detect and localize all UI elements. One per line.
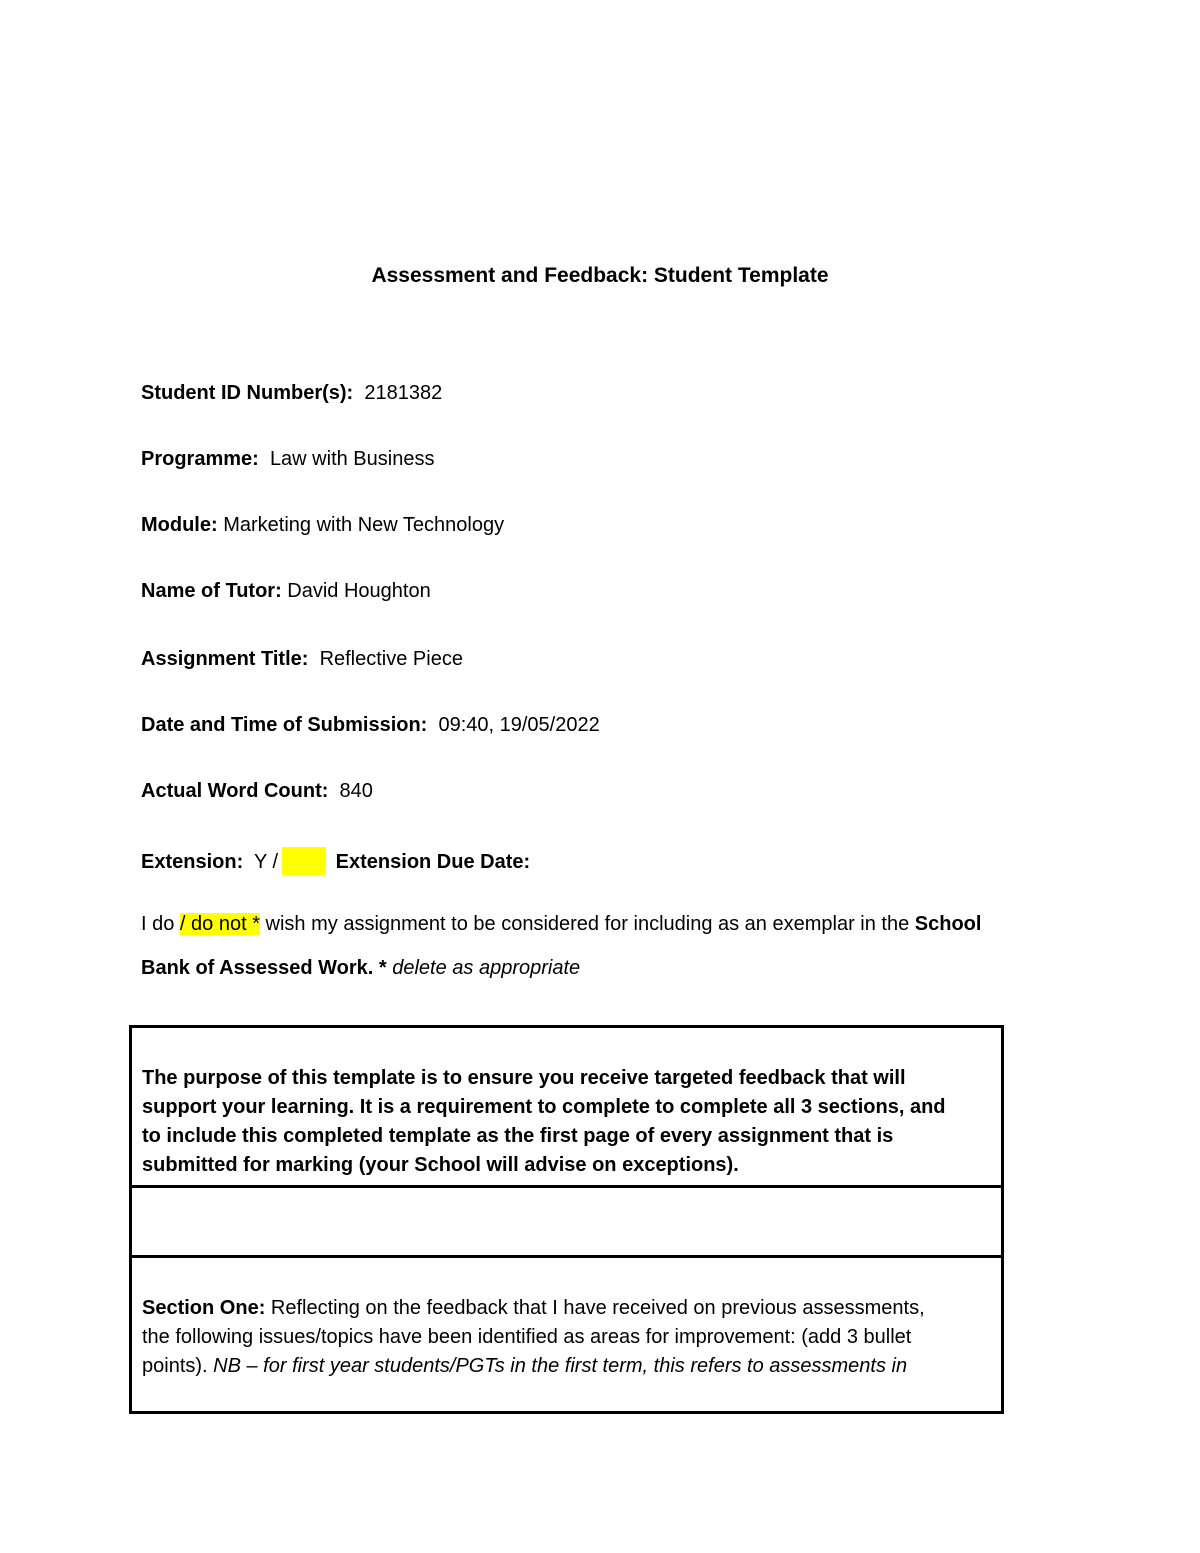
student-id-line <box>141 382 442 405</box>
extension-label: Extension: <box>141 851 244 873</box>
empty-cell <box>132 1188 1001 1258</box>
programme-value: Law with Business <box>269 448 435 470</box>
tutor-label: Name of Tutor: <box>141 580 282 602</box>
submission-label: Date and Time of Submission: <box>141 714 428 736</box>
module-line <box>141 514 504 537</box>
section-one-cell <box>132 1258 1001 1411</box>
tutor-line <box>141 580 431 603</box>
extension-value: Y / <box>254 851 279 873</box>
tutor-value: David Houghton <box>287 580 431 602</box>
page-title: Assessment and Feedback: Student Template <box>371 264 829 287</box>
word-count-label: Actual Word Count: <box>141 780 329 802</box>
exemplar-text-2: wish my assignment to be considered for including as an exemplar in the <box>265 913 910 935</box>
module-label: Module: <box>141 514 218 536</box>
student-id-label: Student ID Number(s): <box>141 382 354 404</box>
exemplar-line-2 <box>141 957 580 980</box>
exemplar-note: delete as appropriate <box>392 957 581 979</box>
programme-line <box>141 448 434 471</box>
programme-label: Programme: <box>141 448 259 470</box>
purpose-cell <box>132 1028 1001 1188</box>
section-one-line2: the following issues/topics have been identified as areas for improvement: (add 3 bullet <box>142 1326 912 1348</box>
section-one-line <box>142 1294 992 1323</box>
exemplar-text-1: I do <box>141 913 175 935</box>
section-one-text <box>142 1294 992 1381</box>
section-one-line3-plain: points). <box>142 1355 208 1377</box>
extension-due-label: Extension Due Date: <box>335 851 531 873</box>
template-table <box>129 1025 1004 1414</box>
extension-line <box>141 847 530 875</box>
assignment-title-label: Assignment Title: <box>141 648 309 670</box>
section-one-line3-italic: NB – for first year students/PGTs in the first term, this refers to assessments in <box>213 1355 908 1377</box>
submission-value: 09:40, 19/05/2022 <box>438 714 600 736</box>
purpose-line: The purpose of this template is to ensure you receive targeted feedback that will <box>142 1067 906 1089</box>
assignment-title-value: Reflective Piece <box>319 648 463 670</box>
purpose-line: support your learning. It is a requirement to complete to complete all 3 sections, and <box>142 1096 946 1118</box>
purpose-line: to include this completed template as the first page of every assignment that is <box>142 1125 894 1147</box>
section-one-line <box>142 1352 992 1381</box>
exemplar-bank: Bank of Assessed Work. <box>141 957 374 979</box>
extension-highlight-blank <box>282 847 326 875</box>
exemplar-school: School <box>914 913 982 935</box>
student-id-value: 2181382 <box>364 382 443 404</box>
exemplar-line-1 <box>141 913 981 936</box>
assignment-title-line <box>141 648 463 671</box>
exemplar-star: * <box>378 957 387 979</box>
submission-line <box>141 714 600 737</box>
purpose-text <box>142 1064 992 1180</box>
section-one-label: Section One: <box>142 1297 266 1319</box>
module-value: Marketing with New Technology <box>223 514 505 536</box>
exemplar-highlight: / do not * <box>179 913 260 935</box>
word-count-value: 840 <box>339 780 373 802</box>
section-one-line1: Reflecting on the feedback that I have received on previous assessments, <box>270 1297 925 1319</box>
word-count-line <box>141 780 373 803</box>
purpose-line: submitted for marking (your School will advise on exceptions). <box>142 1154 739 1176</box>
